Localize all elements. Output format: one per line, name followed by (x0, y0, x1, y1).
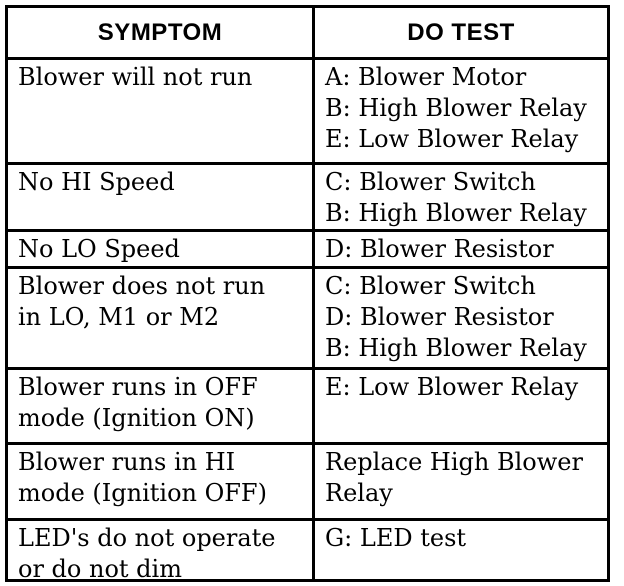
test-cell (315, 521, 607, 579)
test-line: G: LED test (325, 524, 467, 552)
symptom-cell (8, 165, 315, 232)
symptom-test-table (5, 5, 610, 582)
symptom-line: No LO Speed (18, 235, 180, 263)
test-cell (315, 269, 607, 370)
symptom-line: or do not dim (18, 555, 182, 579)
test-line: B: High Blower Relay (325, 199, 587, 227)
symptom-line: in LO, M1 or M2 (18, 303, 220, 331)
test-line: A: Blower Motor (325, 63, 527, 91)
test-cell (315, 60, 607, 165)
symptom-line: Blower runs in HI (18, 448, 236, 476)
symptom-line: Blower does not run (18, 272, 266, 300)
header-do-test: DO TEST (315, 8, 607, 60)
symptom-cell (8, 269, 315, 370)
test-cell (315, 445, 607, 521)
header-symptom: SYMPTOM (8, 8, 315, 60)
test-line: Replace High Blower (325, 448, 583, 476)
test-cell (315, 165, 607, 232)
symptom-cell (8, 445, 315, 521)
test-cell (315, 232, 607, 269)
test-line: E: Low Blower Relay (325, 373, 579, 401)
test-line: C: Blower Switch (325, 168, 536, 196)
test-line: B: High Blower Relay (325, 94, 587, 122)
symptom-line: mode (Ignition ON) (18, 404, 255, 432)
test-line: C: Blower Switch (325, 272, 536, 300)
symptom-cell (8, 370, 315, 445)
test-line: D: Blower Resistor (325, 303, 554, 331)
test-line: B: High Blower Relay (325, 334, 587, 362)
test-line: Relay (325, 479, 393, 507)
symptom-line: LED's do not operate (18, 524, 276, 552)
symptom-line: Blower runs in OFF (18, 373, 258, 401)
symptom-line: No HI Speed (18, 168, 175, 196)
symptom-cell (8, 232, 315, 269)
symptom-line: Blower will not run (18, 63, 253, 91)
symptom-cell (8, 60, 315, 165)
test-line: D: Blower Resistor (325, 235, 554, 263)
test-cell (315, 370, 607, 445)
symptom-cell (8, 521, 315, 579)
test-line: E: Low Blower Relay (325, 125, 579, 153)
symptom-line: mode (Ignition OFF) (18, 479, 267, 507)
